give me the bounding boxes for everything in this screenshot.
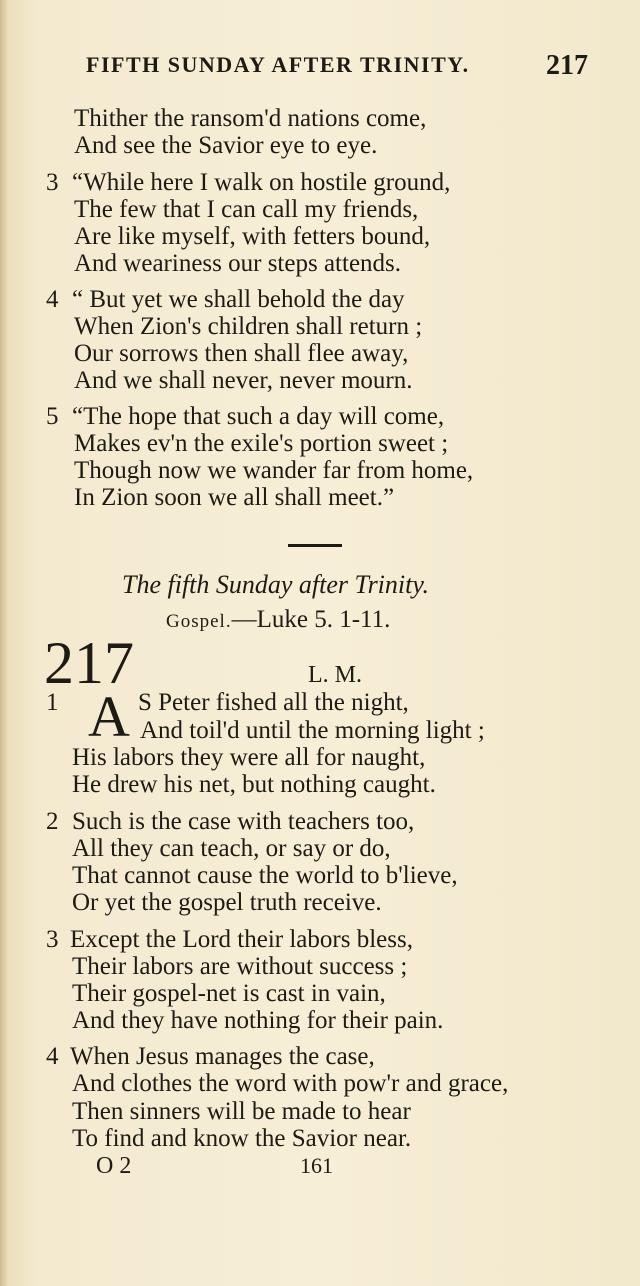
gospel-label: Gospel. [166,611,232,632]
verse-line: That cannot cause the world to b'lieve, [72,862,458,889]
verse-line: He drew his net, but nothing caught. [72,771,436,798]
verse-line: Though now we wander far from home, [74,457,474,484]
verse-line: All they can teach, or say or do, [72,835,391,862]
verse-line: “The hope that such a day will come, [72,403,445,430]
stanza-number: 3 [46,169,59,196]
gospel-reference [166,606,390,634]
hymn-number: 217 [44,630,134,696]
stanza-number: 5 [46,403,59,430]
verse-line: Or yet the gospel truth receive. [72,889,382,916]
verse-line: His labors they were all for naught, [72,744,426,771]
verse-line: “While here I walk on hostile ground, [72,169,451,196]
verse-line: Their gospel-net is cast in vain, [72,980,386,1007]
section-divider [288,544,342,547]
verse-line: In Zion soon we all shall meet.” [74,484,395,511]
hymn-meter: L. M. [308,662,362,688]
verse-line: And see the Savior eye to eye. [74,132,378,159]
verse-line: And they have nothing for their pain. [72,1007,444,1034]
verse-line: Their labors are without success ; [72,953,408,980]
verse-line: Are like myself, with fetters bound, [74,223,431,250]
running-title: FIFTH SUNDAY AFTER TRINITY. [86,52,470,77]
stanza-number: 4 [46,286,59,313]
drop-cap: A [88,684,130,749]
verse-line: Except the Lord their labors bless, [70,926,413,953]
verse-line: Thither the ransom'd nations come, [74,105,427,132]
verse-line: When Jesus manages the case, [70,1043,375,1070]
verse-line: When Zion's children shall return ; [74,313,423,340]
page-binding-edge [0,0,8,1286]
signature-mark: O 2 [96,1153,132,1179]
verse-line: Then sinners will be made to hear [72,1098,411,1125]
verse-line: And toil'd until the morning light ; [140,717,485,744]
verse-line: And we shall never, never mourn. [74,367,413,394]
verse-line: And weariness our steps attends. [74,250,402,277]
stanza-number: 3 [46,926,59,953]
verse-line: “ But yet we shall behold the day [72,286,405,313]
verse-line: To find and know the Savior near. [72,1125,412,1152]
verse-line: Makes ev'n the exile's portion sweet ; [74,430,449,457]
page-number: 217 [546,50,588,81]
verse-line: Our sorrows then shall flee away, [74,340,409,367]
gospel-citation: —Luke 5. 1-11. [231,606,391,633]
verse-line: And clothes the word with pow'r and grace, [72,1070,509,1097]
section-title: The fifth Sunday after Trinity. [122,570,429,599]
verse-line: S Peter fished all the night, [138,689,409,716]
verse-line: Such is the case with teachers too, [72,808,415,835]
running-header [0,50,640,84]
stanza-number: 2 [46,808,59,835]
verse-line: The few that I can call my friends, [74,196,419,223]
stanza-number: 1 [46,689,59,716]
stanza-number: 4 [46,1043,59,1070]
footer-number: 161 [300,1153,333,1178]
